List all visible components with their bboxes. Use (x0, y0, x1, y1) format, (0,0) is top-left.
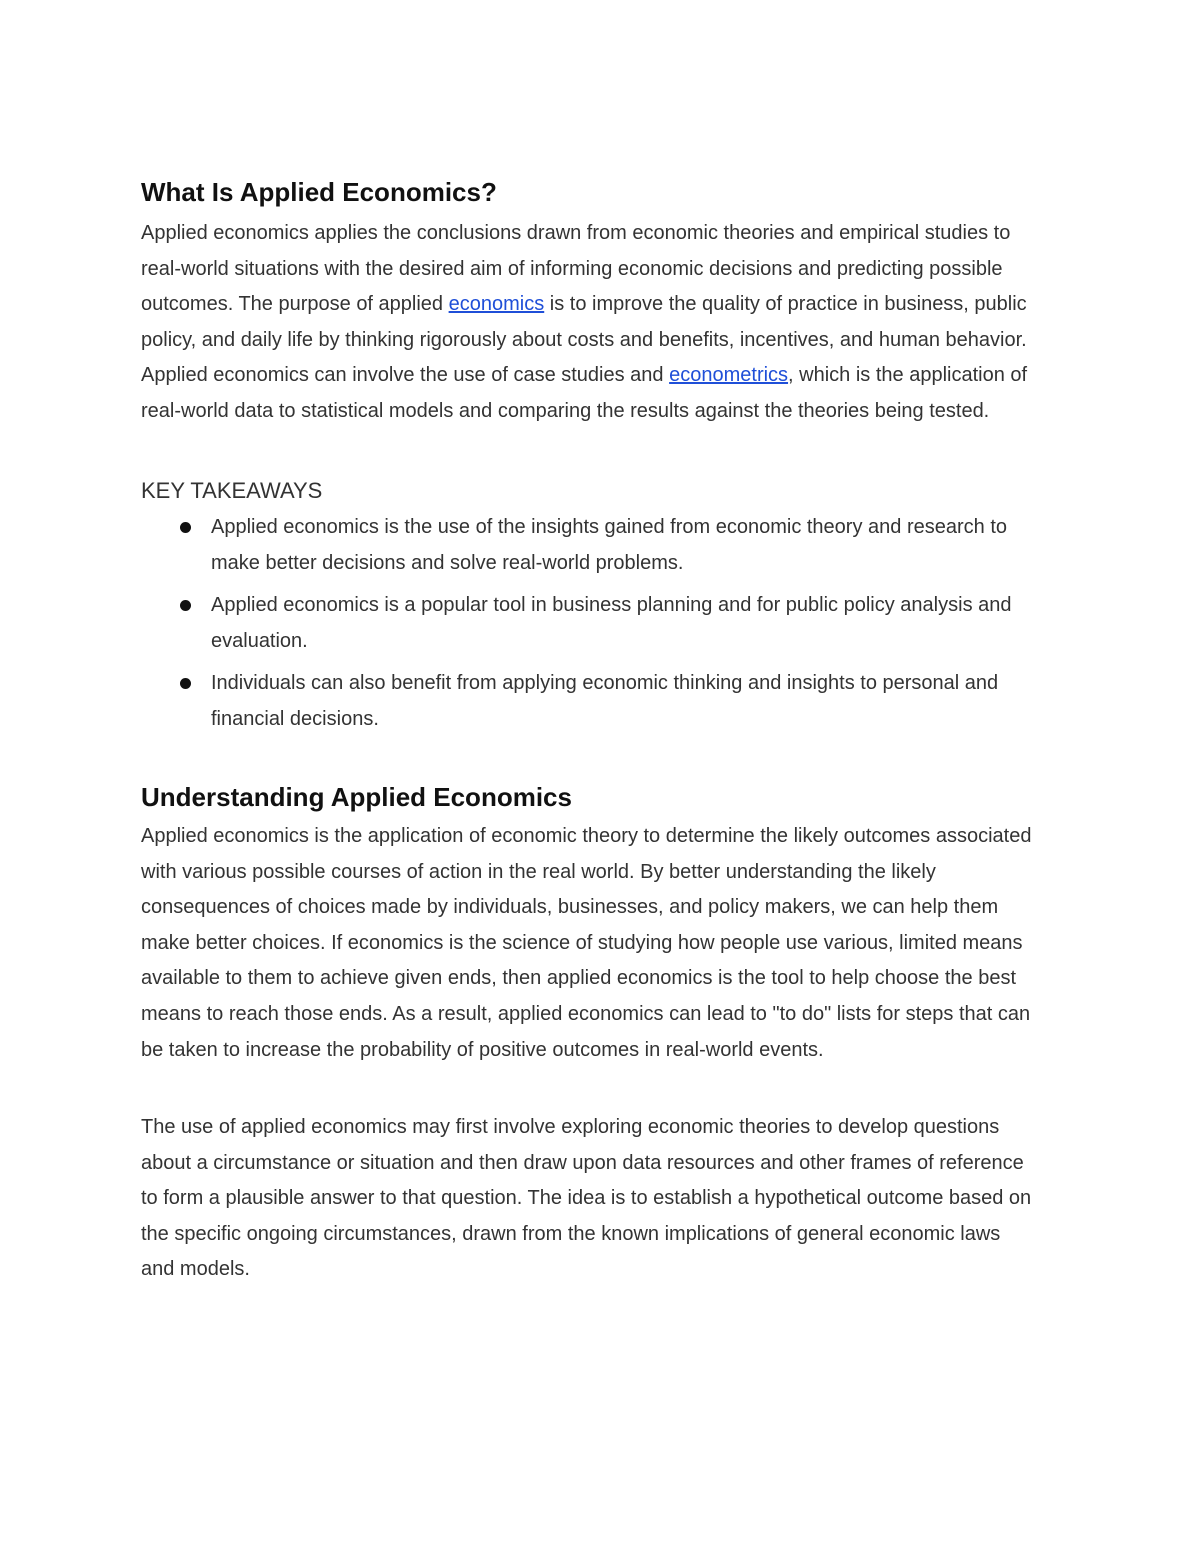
section-heading: Understanding Applied Economics (141, 782, 572, 812)
text-line: real-world situations with the desired aim of informing economic decisions and predicting possible (141, 257, 1003, 280)
key-takeaways-heading: KEY TAKEAWAYS (141, 478, 323, 503)
bullet-icon (180, 600, 191, 611)
text-line: and models. (141, 1258, 250, 1281)
text-line: policy, and daily life by thinking rigorously about costs and benefits, incentives, and human behavior. (141, 328, 1027, 351)
text-line: Applied economics applies the conclusions drawn from economic theories and empirical studies to (141, 222, 1011, 244)
bullet-icon (180, 678, 191, 689)
text-line: Applied economics is the use of the insights gained from economic theory and research to (211, 516, 1007, 538)
section-heading: What Is Applied Economics? (141, 177, 497, 207)
link-econometrics[interactable]: econometrics (669, 364, 789, 387)
text-segment: , which is the application of (788, 364, 1028, 387)
text-line (141, 287, 1027, 323)
text-line: make better decisions and solve real-world problems. (211, 551, 684, 574)
text-line: be taken to increase the probability of positive outcomes in real-world events. (141, 1038, 824, 1061)
text-segment: Applied economics can involve the use of case studies and (141, 364, 670, 387)
takeaway-item (141, 666, 1012, 737)
text-line: Applied economics is the application of economic theory to determine the likely outcomes associated (141, 825, 1032, 847)
paragraph (141, 1110, 1031, 1288)
text-line: means to reach those ends. As a result, applied economics can lead to "to do" lists for steps that can (141, 1002, 1031, 1025)
intro-paragraph (141, 216, 1027, 430)
text-line: Individuals can also benefit from applying economic thinking and insights to personal and (211, 672, 999, 695)
bullet-icon (180, 522, 191, 533)
text-line: evaluation. (211, 629, 308, 652)
text-line: to form a plausible answer to that question. The idea is to establish a hypothetical outcome based on (141, 1187, 1032, 1210)
text-line: about a circumstance or situation and then draw upon data resources and other frames of reference (141, 1151, 1024, 1174)
text-segment: is to improve the quality of practice in business, public (544, 293, 1027, 316)
text-line (141, 358, 1027, 394)
text-line: the specific ongoing circumstances, drawn from the known implications of general economic laws (141, 1222, 1001, 1245)
text-line: with various possible courses of action in the real world. By better understanding the likely (141, 860, 936, 883)
paragraph (141, 819, 1031, 1068)
text-line: make better choices. If economics is the science of studying how people use various, limited means (141, 931, 1023, 954)
text-line: financial decisions. (211, 707, 379, 730)
link-economics[interactable]: economics (448, 293, 545, 316)
text-line: real-world data to statistical models and comparing the results against the theories being tested. (141, 399, 990, 422)
text-line: available to them to achieve given ends, then applied economics is the tool to help choose the best (141, 967, 1017, 990)
takeaways-list (141, 510, 1012, 745)
takeaway-item (141, 510, 1012, 581)
text-segment: outcomes. The purpose of applied (141, 293, 449, 316)
takeaway-item (141, 588, 1012, 659)
text-line: The use of applied economics may first involve exploring economic theories to develop questions (141, 1116, 1000, 1138)
text-line: Applied economics is a popular tool in business planning and for public policy analysis and (211, 594, 1012, 617)
text-line: consequences of choices made by individuals, businesses, and policy makers, we can help them (141, 896, 999, 919)
